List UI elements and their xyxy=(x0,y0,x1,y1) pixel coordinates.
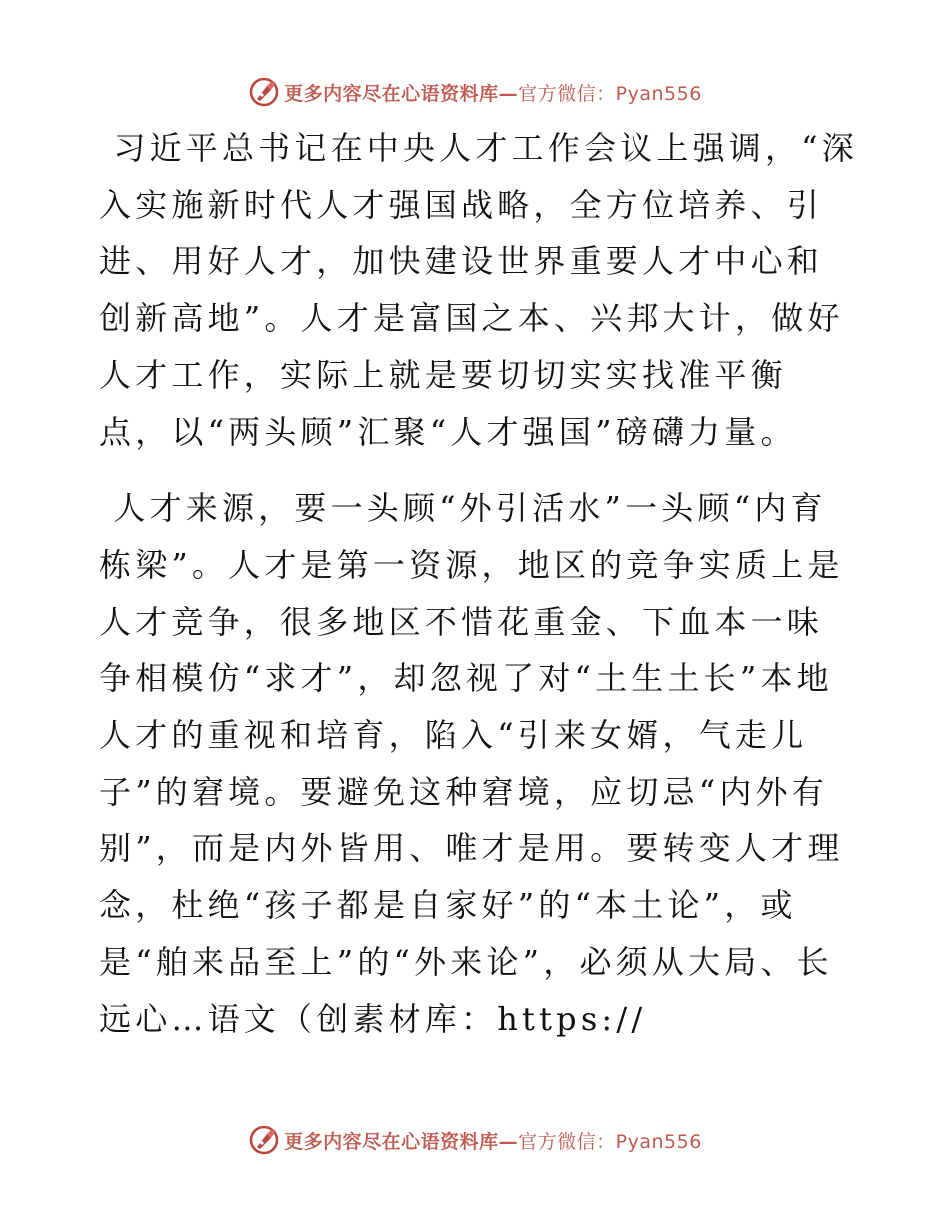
paragraph-intro: 习近平总书记在中央人才工作会议上强调，“深入实施新时代人才强国战略，全方位培养、引进、用好人才，加快建设世界重要人才中心和创新高地”。人才是富国之本、兴邦大计，做好人才工作，实际上就是要切切实实找准平衡点，以“两头顾”汇聚“人才强国”磅礴力量。 xyxy=(99,129,858,451)
header-banner xyxy=(0,72,950,112)
paragraph-talent-source: 人才来源，要一头顾“外引活水”一头顾“内育栋梁”。人才是第一资源，地区的竞争实质上是人才竞争，很多地区不惜花重金、下血本一味争相模仿“求才”，却忽视了对“土生土长”本地人才的重视和培育，陷入“引来女婿，气走儿子”的窘境。要避免这种窘境，应切忌“内外有别”，而是内外皆用、唯才是用。要转变人才理念，杜绝“孩子都是自家好”的“本土论”，或是“舶来品至上”的“外来论”，必须从大局、长远心…语文（创素材库：https:// xyxy=(99,489,844,1038)
promo-banner-text xyxy=(284,79,702,106)
footer-promo-label: 更多内容尽在心语资料库— xyxy=(284,1130,519,1153)
footer-banner xyxy=(0,1120,950,1160)
footer-contact-text: 官方微信：Pyan556 xyxy=(518,1130,702,1153)
promo-text: 更多内容尽在心语资料库— xyxy=(284,82,519,105)
document-body xyxy=(99,120,859,1047)
pen-nib-circle-icon xyxy=(248,1124,280,1156)
footer-promo-text xyxy=(284,1127,702,1154)
pen-nib-circle-icon xyxy=(248,76,280,108)
contact-text: 官方微信：Pyan556 xyxy=(518,82,702,105)
